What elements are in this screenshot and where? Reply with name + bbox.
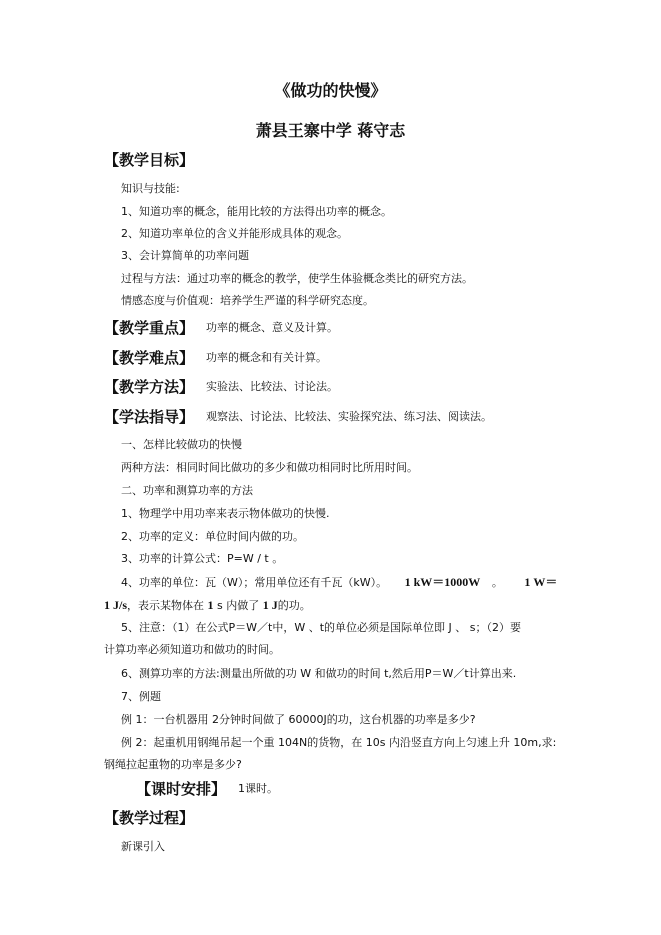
unit-desc-c: 的功。 — [277, 599, 311, 612]
unit-desc-b: s 内做了 — [217, 599, 260, 612]
objective-line: 2、知道功率单位的含义并能形成具体的观念。 — [121, 227, 348, 240]
body-line: 3、功率的计算公式：P=W / t 。 — [121, 552, 284, 565]
section-methods-label: 【教学方法】 — [104, 378, 195, 396]
objective-line: 1、知道功率的概念，能用比较的方法得出功率的概念。 — [121, 205, 392, 218]
body-line: 两种方法：相同时间比做功的多少和做功相同时比所用时间。 — [121, 461, 418, 474]
unit-kw: 1 kW＝1000W — [404, 575, 481, 589]
section-schedule-content: 1课时。 — [238, 782, 279, 795]
section-key-points — [104, 318, 338, 338]
unit-js: 1 J/s — [104, 598, 128, 612]
body-line: 计算功率必须知道功和做功的时间。 — [104, 643, 280, 656]
objective-line: 过程与方法：通过功率的概念的教学，使学生体验概念类比的研究方法。 — [121, 272, 473, 285]
section-key-points-content: 功率的概念、意义及计算。 — [206, 321, 339, 334]
section-difficulties-label: 【教学难点】 — [104, 349, 195, 367]
unit-one-j: 1 J — [262, 598, 278, 612]
body-line — [104, 597, 311, 614]
section-study-label: 【学法指导】 — [104, 408, 195, 426]
section-methods-content: 实验法、比较法、讨论法。 — [206, 380, 339, 393]
body-line: 新课引入 — [121, 840, 165, 853]
document-author: 萧县王寨中学 蒋守志 — [255, 121, 406, 140]
example-1: 例 1：一台机器用 2分钟时间做了 60000J的功，这台机器的功率是多少? — [121, 713, 476, 726]
body-line: 二、功率和测算功率的方法 — [121, 484, 253, 497]
section-difficulties-content: 功率的概念和有关计算。 — [206, 351, 328, 364]
unit-w: 1 W＝ — [524, 575, 558, 589]
section-methods — [104, 377, 338, 397]
body-line: 2、功率的定义：单位时间内做的功。 — [121, 530, 304, 543]
body-line — [121, 574, 557, 591]
body-line: 5、注意：（1）在公式P＝W／t中，W 、t的单位必须是国际单位即 J 、 s；（2）要 — [121, 621, 521, 634]
document-title: 《做功的快慢》 — [274, 81, 387, 100]
section-process-heading: 【教学过程】 — [104, 809, 195, 827]
section-schedule — [136, 779, 278, 799]
body-line: 7、例题 — [121, 690, 161, 703]
body-line: 6、测算功率的方法:测量出所做的功 W 和做功的时间 t,然后用P＝W／t计算出来. — [121, 667, 517, 680]
objective-line: 3、会计算简单的功率问题 — [121, 249, 249, 262]
section-key-points-label: 【教学重点】 — [104, 319, 195, 337]
body-line: 1、物理学中用功率来表示物体做功的快慢. — [121, 507, 330, 520]
objective-line: 知识与技能: — [121, 182, 180, 195]
example-2-cont: 钢绳拉起重物的功率是多少? — [104, 758, 242, 771]
unit-period: 。 — [491, 576, 503, 589]
section-study-content: 观察法、讨论法、比较法、实验探究法、练习法、阅读法。 — [206, 410, 493, 423]
objective-line: 情感态度与价值观：培养学生严谨的科学研究态度。 — [121, 294, 374, 307]
section-schedule-label: 【课时安排】 — [136, 780, 227, 798]
section-difficulties — [104, 348, 327, 368]
example-2: 例 2：起重机用钢绳吊起一个重 104N的货物，在 10s 内沿竖直方向上匀速上升 10m,求: — [121, 736, 557, 749]
unit-desc-a: ，表示某物体在 — [127, 599, 205, 612]
section-study — [104, 407, 492, 427]
body-line: 一、怎样比较做功的快慢 — [121, 438, 242, 451]
unit-text: 4、功率的单位：瓦（W）；常用单位还有千瓦（kW）。 — [121, 576, 388, 589]
unit-one: 1 — [207, 598, 214, 612]
section-objectives-heading: 【教学目标】 — [104, 151, 195, 169]
